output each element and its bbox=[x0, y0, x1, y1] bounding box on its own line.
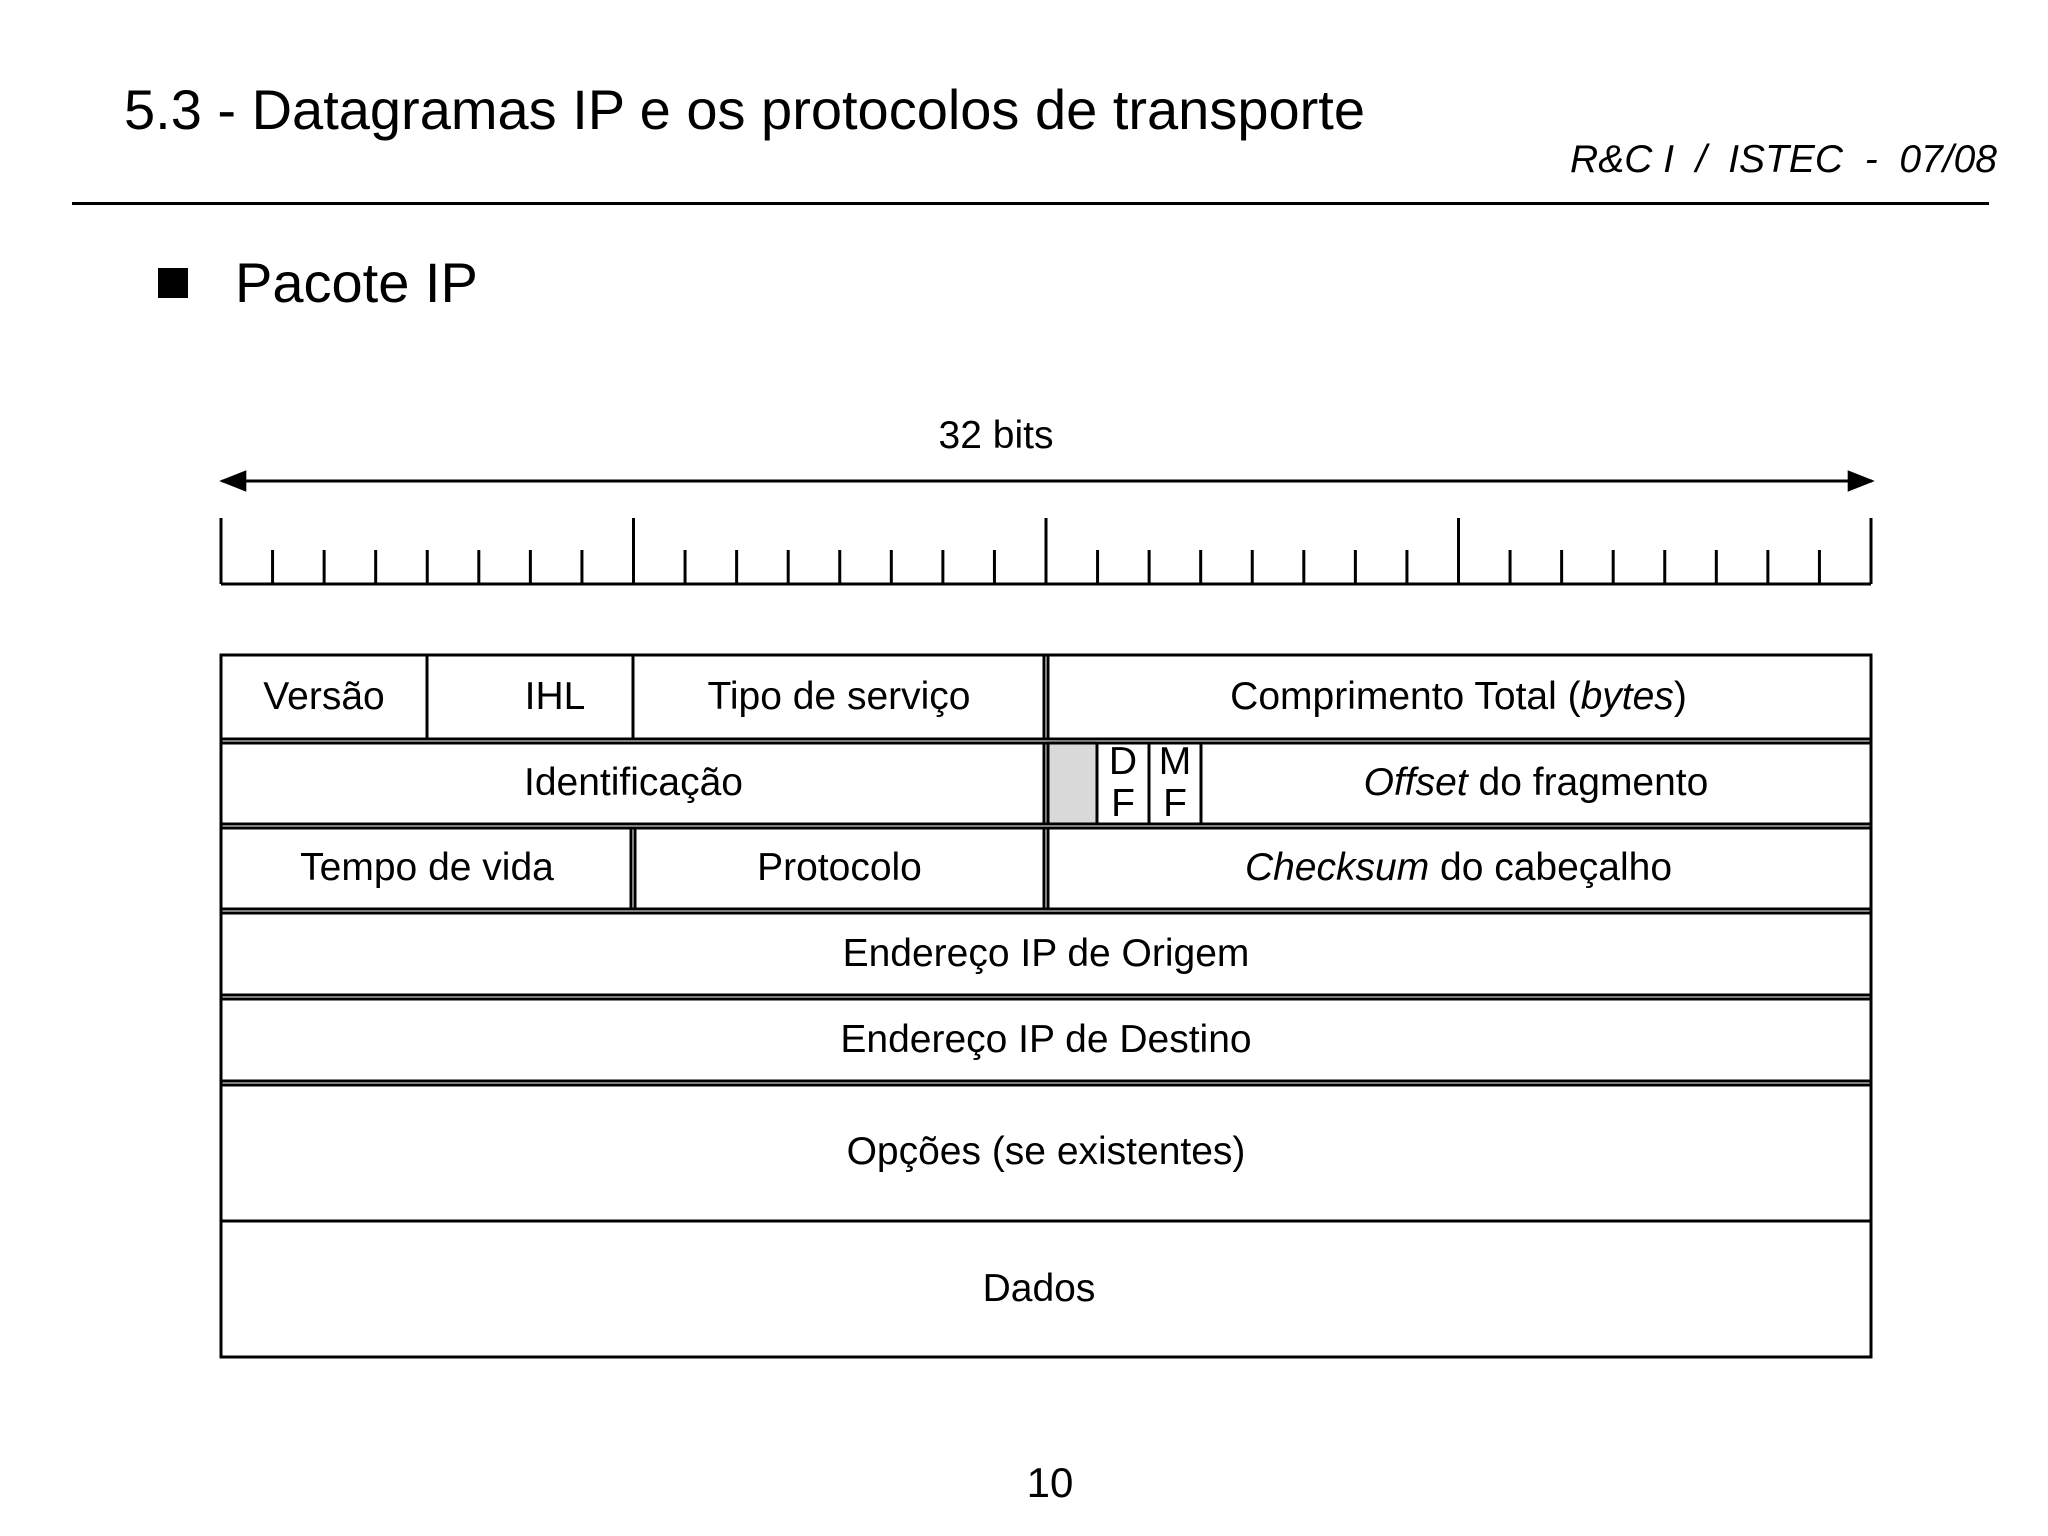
field-data: Dados bbox=[982, 1266, 1096, 1310]
field-source-address: Endereço IP de Origem bbox=[842, 931, 1250, 975]
bit-ruler bbox=[221, 518, 1871, 584]
df-bottom: F bbox=[1111, 782, 1135, 825]
field-options: Opções (se existentes) bbox=[846, 1129, 1246, 1173]
field-type-of-service: Tipo de serviço bbox=[707, 674, 971, 718]
field-ttl: Tempo de vida bbox=[300, 845, 554, 889]
checksum-em: Checksum bbox=[1244, 845, 1430, 889]
df-top: D bbox=[1108, 740, 1138, 783]
field-version: Versão bbox=[263, 674, 385, 718]
course-label: R&C I / ISTEC - 07/08 bbox=[1570, 138, 1997, 181]
field-mf-flag bbox=[1149, 741, 1201, 825]
mf-top: M bbox=[1158, 740, 1192, 783]
total-length-suffix: ) bbox=[1673, 674, 1687, 718]
field-header-checksum bbox=[1046, 826, 1871, 910]
total-length-prefix: Comprimento Total ( bbox=[1230, 674, 1581, 718]
field-protocol: Protocolo bbox=[757, 845, 922, 889]
field-identification: Identificação bbox=[524, 760, 743, 804]
reserved-bit-cell bbox=[1046, 741, 1097, 825]
total-length-unit: bytes bbox=[1580, 674, 1674, 718]
offset-rest: do fragmento bbox=[1467, 760, 1709, 804]
width-label: 32 bits bbox=[938, 414, 1054, 457]
field-ihl: IHL bbox=[524, 674, 586, 718]
field-fragment-offset bbox=[1201, 741, 1871, 825]
field-destination-address: Endereço IP de Destino bbox=[840, 1017, 1252, 1061]
bullet-text: Pacote IP bbox=[235, 251, 478, 314]
field-total-length bbox=[1046, 655, 1871, 739]
checksum-rest: do cabeçalho bbox=[1429, 845, 1673, 889]
slide-title: 5.3 - Datagramas IP e os protocolos de transporte bbox=[124, 78, 1365, 141]
page-number: 10 bbox=[1026, 1459, 1074, 1506]
mf-bottom: F bbox=[1163, 782, 1187, 825]
offset-em: Offset bbox=[1363, 760, 1468, 804]
field-df-flag bbox=[1097, 741, 1149, 825]
